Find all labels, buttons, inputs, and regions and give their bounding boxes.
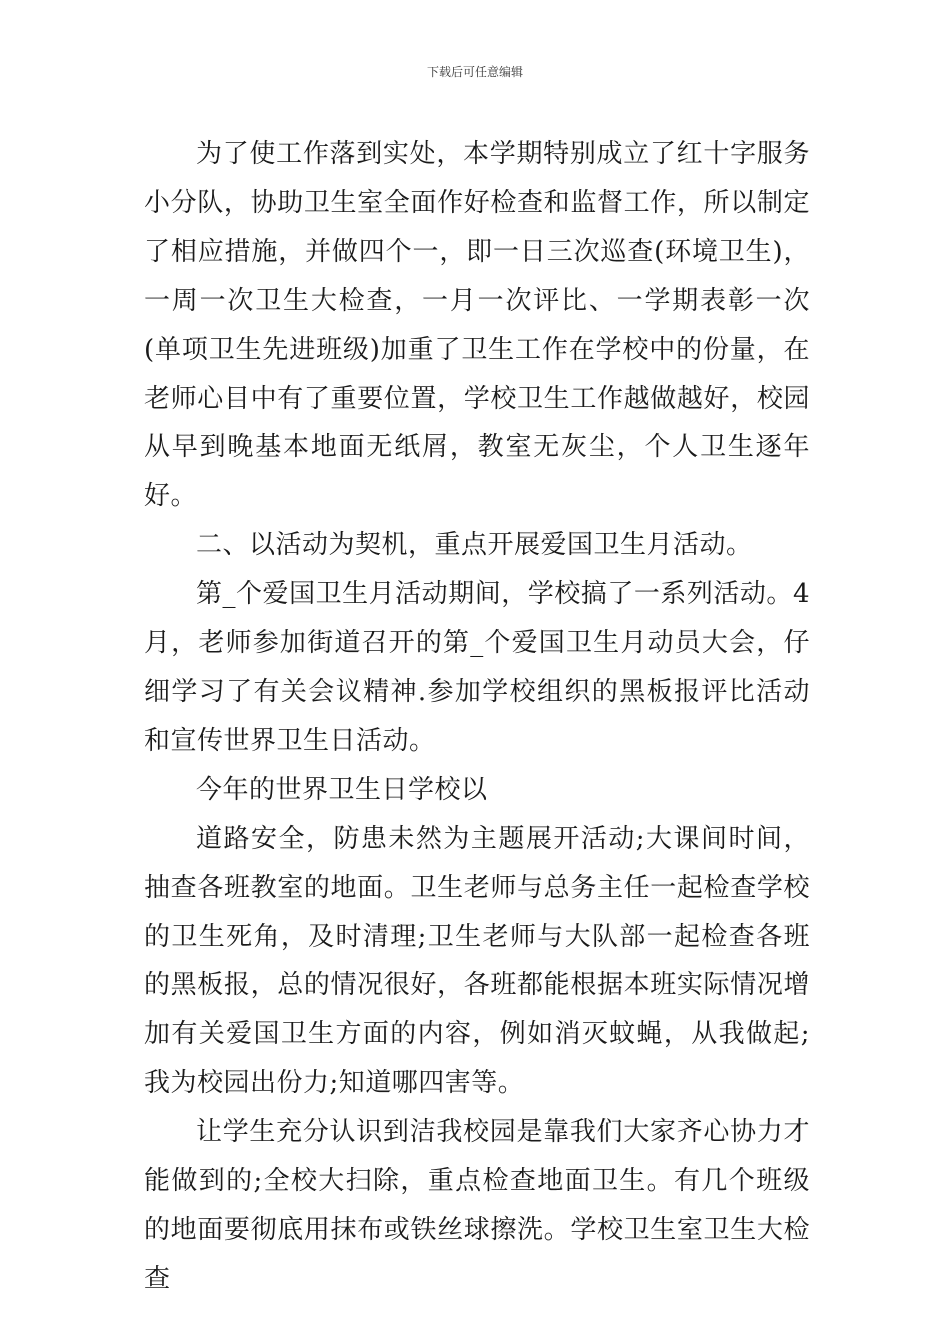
paragraph: 道路安全，防患未然为主题展开活动;大课间时间，抽查各班教室的地面。卫生老师与总务主任一起检查学校的卫生死角，及时清理;卫生老师与大队部一起检查各班的黑板报，总的情况很好，各班都能根据本班实际情况增加有关爱国卫生方面的内容，例如消灭蚊蝇，从我做起;我为校园出份力;知道哪四害等。 xyxy=(144,823,810,1099)
page-header: 下载后可任意编辑 xyxy=(426,65,523,79)
paragraph: 让学生充分认识到洁我校园是靠我们大家齐心协力才能做到的;全校大扫除，重点检查地面卫生。有几个班级的地面要彻底用抹布或铁丝球擦洗。学校卫生室卫生大检查 xyxy=(144,1117,810,1294)
paragraph: 为了使工作落到实处，本学期特别成立了红十字服务小分队，协助卫生室全面作好检查和监督工作，所以制定了相应措施，并做四个一，即一日三次巡查(环境卫生)，一周一次卫生大检查，一月一次评比、一学期表彰一次(单项卫生先进班级)加重了卫生工作在学校中的份量，在老师心目中有了重要位置，学校卫生工作越做越好，校园从早到晚基本地面无纸屑，教室无灰尘，个人卫生逐年好。 xyxy=(144,139,810,512)
paragraph: 第_个爱国卫生月活动期间，学校搞了一系列活动。4月，老师参加街道召开的第_个爱国卫生月动员大会，仔细学习了有关会议精神.参加学校组织的黑板报评比活动和宣传世界卫生日活动。 xyxy=(144,579,810,756)
document-body xyxy=(144,130,810,1304)
section-heading: 二、以活动为契机，重点开展爱国卫生月活动。 xyxy=(196,530,753,561)
paragraph: 今年的世界卫生日学校以 xyxy=(196,774,488,805)
